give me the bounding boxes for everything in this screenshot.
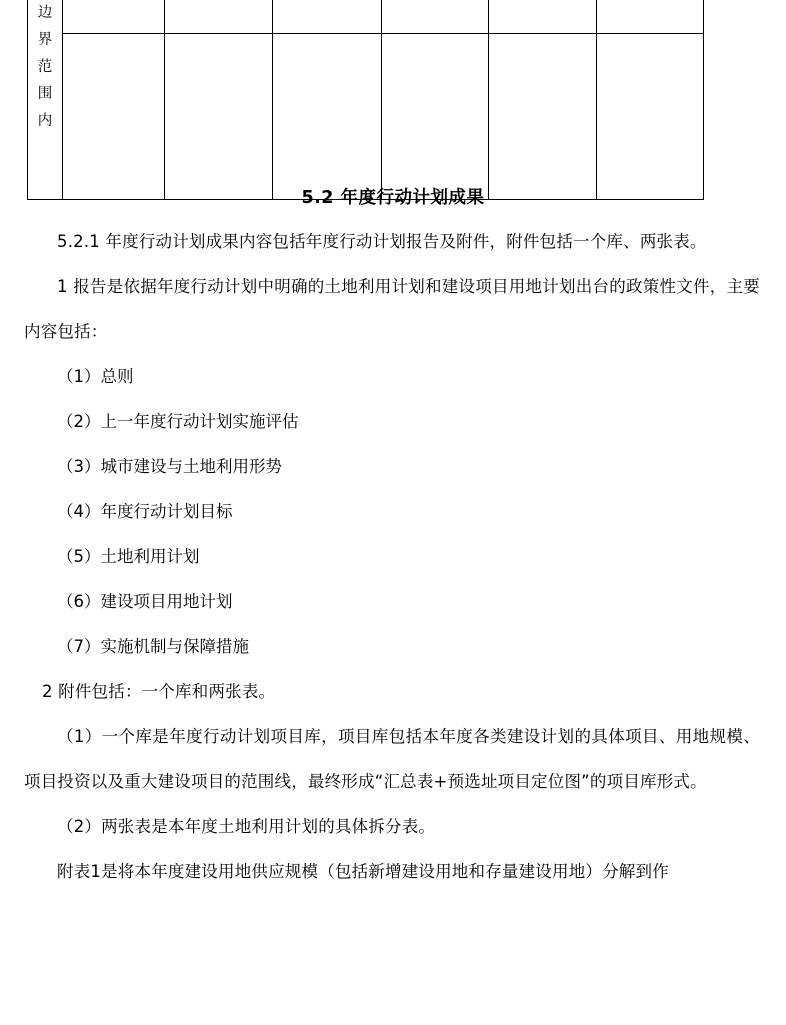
table-cell [596,0,704,34]
vertical-label-char-3: 围 [37,86,53,102]
list-item: （2）上一年度行动计划实施评估 [57,412,299,431]
paragraph-project-library: （1）一个库是年度行动计划项目库，项目库包括本年度各类建设计划的具体项目、用地规模、项目投资以及重大建设项目的范围线，最终形成“汇总表+预选址项目定位图”的项目库形式。 [24,727,760,791]
document-body [0,168,786,894]
section-heading: 5.2 年度行动计划成果 [301,188,485,208]
list-item: （1）总则 [57,367,134,386]
table-row [28,0,704,34]
list-item: （3）城市建设与土地利用形势 [57,457,282,476]
paragraph-two-tables: （2）两张表是本年度土地利用计划的具体拆分表。 [57,817,436,836]
list-item: （5）土地利用计划 [57,547,200,566]
list-item: （6）建设项目用地计划 [57,592,233,611]
paragraph-report-basis: 1 报告是依据年度行动计划中明确的土地利用计划和建设项目用地计划出台的政策性文件，主要内容包括： [24,277,760,341]
vertical-label-char-4: 内 [37,113,53,129]
vertical-label-char-2: 范 [37,59,53,75]
paragraph-appendix-table-1: 附表1是将本年度建设用地供应规模（包括新增建设用地和存量建设用地）分解到作 [57,862,669,881]
paragraph-attachments-summary: 2 附件包括：一个库和两张表。 [42,682,276,701]
table-cell [165,0,272,34]
list-item: （7）实施机制与保障措施 [57,637,249,656]
table-cell [62,0,164,34]
table-cell [489,0,596,34]
list-item: （4）年度行动计划目标 [57,502,233,521]
table-cell [381,0,488,34]
paragraph-results-overview: 5.2.1 年度行动计划成果内容包括年度行动计划报告及附件，附件包括一个库、两张表。 [57,232,707,251]
vertical-label-char-1: 界 [37,32,53,48]
vertical-label-char-0: 边 [37,5,53,21]
table-cell [272,0,381,34]
